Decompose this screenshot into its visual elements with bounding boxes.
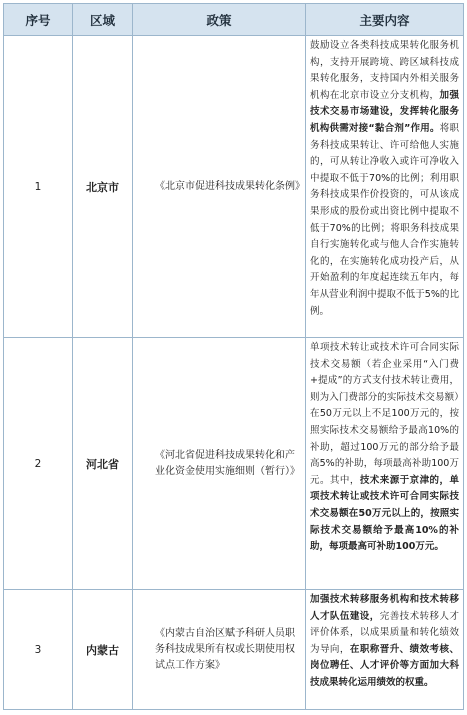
table-row [4, 590, 464, 710]
content-segment-bold: 技术来源于京津的，单项技术转让或技术许可合同实际技术交易额在50万元以上的，按照实际技术交易额给予最高10%的补助，每项最高可补助100万元。 [310, 474, 459, 553]
row-policy: 《内蒙古自治区赋予科研人员职务科技成果所有权或长期使用权试点工作方案》 [133, 590, 306, 710]
row-policy: 《北京市促进科技成果转化条例》 [133, 36, 306, 338]
content-segment-bold: 在职称晋升、绩效考核、岗位聘任、人才评价等方面加大科技成果转化运用绩效的权重。 [310, 643, 459, 688]
row-seq: 2 [4, 338, 73, 590]
content-segment: 鼓励设立各类科技成果转化服务机构，支持开展跨境、跨区域科技成果转化服务，支持国内外相关服务机构在北京市设立分支机构， [310, 40, 459, 101]
row-region: 北京市 [73, 36, 133, 338]
header-region: 区域 [73, 4, 133, 36]
header-seq: 序号 [4, 4, 73, 36]
table-row [4, 338, 464, 590]
table-header-row [4, 4, 464, 36]
row-content [306, 338, 464, 590]
row-seq: 1 [4, 36, 73, 338]
policy-table [3, 3, 464, 710]
header-policy: 政策 [133, 4, 306, 36]
header-content: 主要内容 [306, 4, 464, 36]
row-policy: 《河北省促进科技成果转化和产业化资金使用实施细则（暂行）》 [133, 338, 306, 590]
row-seq: 3 [4, 590, 73, 710]
row-region: 河北省 [73, 338, 133, 590]
table-row [4, 36, 464, 338]
row-content [306, 590, 464, 710]
content-segment: 将职务科技成果转让、许可给他人实施的，可从转让净收入或许可净收入中提取不低于70%的比例；利用职务科技成果作价投资的，可从该成果形成的股份或出资比例中提取不低于70%的比例；将职务科技成果自行实施转化或与他人合作实施转化的，在实施转化成功投产后，从开始盈利的年度起连续五年内，每年从营业利润中提取不低于5%的比例。 [310, 122, 459, 317]
row-region: 内蒙古 [73, 590, 133, 710]
content-segment-bold: 加强技术交易市场建设，发挥转化服务机构供需对接“黏合剂”作用。 [310, 89, 459, 134]
content-segment: 单项技术转让或技术许可合同实际技术交易额（若企业采用“入门费+提成”的方式支付技术转让费用，则为入门费部分的实际技术交易额）在50万元以上不足100万元的，按照实际技术交易额给予最高10%的补助，超过100万元的部分给予最高5%的补助，每项最高补助100万元。其中， [310, 342, 459, 486]
content-segment: 完善技术转移人才评价体系，以成果质量和转化绩效为导向， [310, 610, 459, 655]
content-segment-bold: 加强技术转移服务机构和技术转移人才队伍建设， [310, 594, 459, 622]
row-content [306, 36, 464, 338]
